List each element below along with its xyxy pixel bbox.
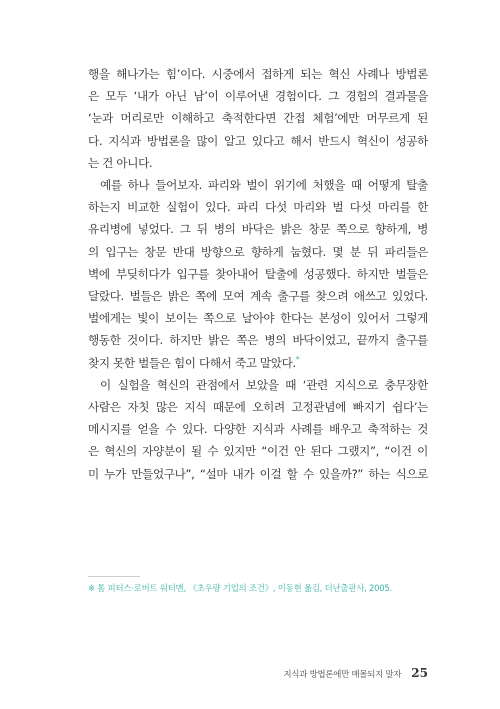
text-line: 의 입구는 창문 반대 방향으로 향하게 눕혔다. 몇 분 뒤 파리들은 xyxy=(88,244,428,259)
text-line: 달랐다. 벌들은 밝은 쪽에 모여 계속 출구를 찾으려 애쓰고 있었다. xyxy=(88,289,428,304)
text-line: 유리병에 넣었다. 그 뒤 병의 바닥은 밝은 창문 쪽으로 향하게, 병 xyxy=(88,222,428,237)
text-line: ‘눈과 머리로만 이해하고 축적한다면 간접 체험’에만 머무르게 된 xyxy=(88,111,428,126)
text-line: 행을 해나가는 힘’이다. 시중에서 접하게 되는 혁신 사례나 방법론 xyxy=(88,67,428,81)
paragraph-2 xyxy=(88,174,428,374)
text-line: 예를 하나 들어보자. 파리와 벌이 위기에 처했을 때 어떻게 탈출 xyxy=(100,178,428,193)
text-line: 은 모두 ‘내가 아닌 남’이 이루어낸 경험이다. 그 경험의 결과물을 xyxy=(88,89,428,104)
text-line: 메시지를 얻을 수 있다. 다양한 지식과 사례를 배우고 축적하는 것 xyxy=(88,422,428,437)
text-line: 행동한 것이다. 하지만 밝은 쪽은 병의 바닥이었고, 끝까지 출구를 xyxy=(88,333,428,348)
paragraph-1 xyxy=(88,63,428,174)
text-line: 은 혁신의 자양분이 될 수 있지만 “이건 안 된다 그랬지”, “이건 이 xyxy=(88,444,428,459)
text-line: 벌에게는 빛이 보이는 쪽으로 날아야 한다는 본성이 있어서 그렇게 xyxy=(88,311,428,326)
text-line-content: 찾지 못한 벌들은 힘이 다해서 죽고 말았다. xyxy=(88,355,296,370)
text-line: 다. 지식과 방법론을 많이 알고 있다고 해서 반드시 혁신이 성공하 xyxy=(88,133,428,148)
text-line: 하는지 비교한 실험이 있다. 파리 다섯 마리와 벌 다섯 마리를 한 xyxy=(88,200,428,215)
running-title: 지식과 방법론에만 매몰되지 말자 xyxy=(283,669,402,679)
text-line: 는 건 아니다. xyxy=(88,155,153,170)
page-number: 25 xyxy=(411,666,428,680)
text-line: 이 실험을 혁신의 관점에서 보았을 때 ‘관련 지식으로 충무장한 xyxy=(100,377,428,392)
text-line: 벽에 부딪히다가 입구를 찾아내어 탈출에 성공했다. 하지만 벌들은 xyxy=(88,266,428,281)
footnote-marker[interactable]: * xyxy=(295,354,300,364)
text-line: 미 누가 만들었구나”, “설마 내가 이걸 할 수 있을까?” 하는 식으로 xyxy=(88,466,428,481)
footnote: ※ 톰 피터스·로버트 워터맨, 《초우량 기업의 조건》, 이동현 옮김, 더난출판사, 2005. xyxy=(88,583,393,593)
text-line: 사람은 자칫 많은 지식 때문에 오히려 고정관념에 빠지기 쉽다’는 xyxy=(88,400,428,415)
text-line xyxy=(88,352,428,374)
body-text xyxy=(88,63,428,485)
page-footer xyxy=(283,666,428,680)
paragraph-3 xyxy=(88,374,428,485)
footnote-divider xyxy=(88,576,140,577)
